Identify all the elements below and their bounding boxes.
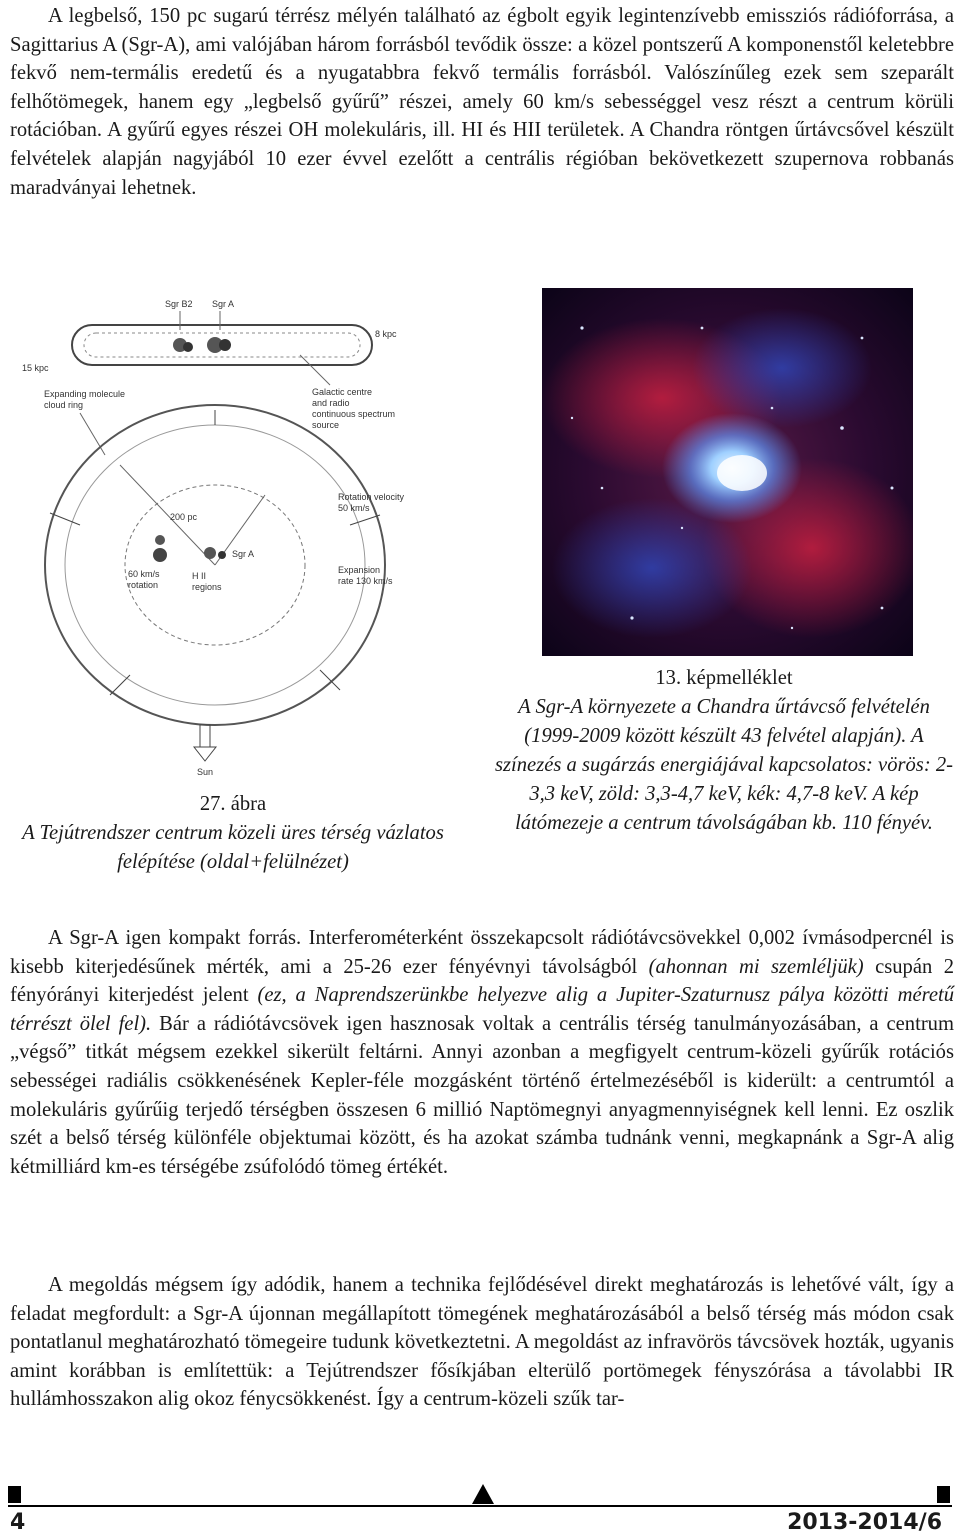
paragraph-sgr-a [10, 924, 954, 1181]
page-number: 4 [10, 1510, 26, 1535]
figure13-caption [490, 664, 958, 838]
label-expansion: Expansion [338, 565, 381, 575]
p2-part-b: (ahonnan mi szemléljük) [648, 955, 864, 978]
galactic-centre-diagram [20, 285, 440, 785]
issue-label: 2013-2014/6 [787, 1510, 942, 1535]
figure13-text: A Sgr-A környezete a Chandra űrtávcső felvételén (1999-2009 között készült 43 felvétel alapján). A színezés a sugárzás energiájával kapcsolatos: vörös: 2-3,3 keV, zöld: 3,3-4,7 keV, kék: 4,7-8 keV. A kép látómezeje a centrum távolságában kb. 110 fényév. [495, 696, 953, 834]
label-rotation-velocity: Rotation velocity [338, 492, 405, 502]
label-sgr-b2: Sgr B2 [165, 299, 193, 309]
label-hii: H II [192, 571, 207, 581]
footer-rule [8, 1505, 952, 1507]
label-rot-val: 50 km/s [338, 503, 370, 513]
footer-square-left [8, 1486, 21, 1503]
label-expanding: Expanding molecule [44, 389, 126, 399]
side-view [22, 299, 397, 430]
label-sgr-a: Sgr A [212, 299, 235, 309]
label-cont-spec: continuous spectrum [312, 409, 396, 419]
sun-arrow [194, 725, 216, 777]
footer-triangle [472, 1484, 494, 1504]
figure13-number: 13. képmelléklet [655, 667, 793, 689]
label-rotation: rotation [128, 580, 159, 590]
label-regions: regions [192, 582, 222, 592]
figure27-text: A Tejútrendszer centrum közeli üres térség vázlatos felépítése (oldal+felülnézet) [22, 822, 444, 873]
label-galactic-centre: Galactic centre [312, 387, 373, 397]
label-radius: 200 pc [170, 512, 198, 522]
label-sgr-a-top: Sgr A [232, 549, 255, 559]
chandra-xray-image [542, 288, 913, 656]
footer-square-right [937, 1486, 950, 1503]
figure27-number: 27. ábra [199, 793, 267, 815]
p2-part-a: A Sgr-A igen kompakt forrás. Interferométerként összekapcsolt rádiótávcsövekkel 0,002 ívmásodpercnél is kisebb kiterjedésűnek mérték, ami a 25-26 ezer fényévnyi távolságból [10, 927, 954, 978]
label-radio: and radio [312, 398, 350, 408]
label-dist-left: 15 kpc [22, 363, 49, 373]
paragraph-solution: A megoldás mégsem így adódik, hanem a technika fejlődésével direkt meghatározás is lehetővé vált, így a feladat megfordult: a Sgr-A újonnan megállapított tömegének meghatározásából a belső térség más módon csak pontatlanul meghatározható tömegeire tudunk következtetni. A megoldást az infravörös távcsövek hozták, ugyanis amint korábban is említettük: a Tejútrendszer fősíkjában elterülő portömegek fényszórása a távolabbi IR hullámhosszakon alig okoz fénycsökkenést. Így a centrum-közeli szűk tar- [10, 1274, 954, 1411]
label-cloud-ring: cloud ring [44, 400, 84, 410]
p2-part-e: Bár a rádiótávcsövek igen hasznosak voltak a centrális térség tanulmányozásában, a centrum „végső” titkát mégsem ezekkel sikerült feltárni. Annyi azonban a megfigyelt centrum-közeli gyűrűk rotációs sebességei radiális csökkenésének Kepler-féle mozgásként történő értelmezéséből is kiderült: a centrumtól a molekuláris gyűrűig terjedő térségben összesen 6 millió Naptömegnyi anyagmennyiségnek kell lenni. Ez oszlik szét a belső térség különféle objektumai között, és ha azokat számba tudnánk venni, megkapnánk a Sgr-A alig kétmilliárd km-es térségébe zsúfolódó tömeg értékét. [10, 1012, 954, 1178]
label-sun: Sun [197, 767, 214, 777]
figure27-caption [10, 790, 456, 877]
top-view [44, 389, 405, 777]
label-exp-val: rate 130 km/s [338, 576, 393, 586]
p2-part-d: (ez, a Naprendszerünkbe helyezve alig a Jupiter-Szaturnusz pálya közötti méretű térrészt ölel fel). [10, 984, 954, 1035]
p2-part-c: csupán 2 fényórányi kiterjedést jelent [10, 955, 955, 1007]
label-source: source [312, 420, 340, 430]
paragraph-intro: A legbelső, 150 pc sugarú térrész mélyén található az égbolt egyik legintenzívebb emissziós rádióforrása, a Sagittarius A (Sgr-A), ami valójában három forrásból tevődik össze: a közel pontszerű A komponenstől keletebbre fekvő nem-termális eredetű és a nyugatabbra fekvő termális forrásból. Valószínűleg ezek sem szeparált felhőtömegek, hanem egy „legbelső gyűrű” részei, amely 60 km/s sebességgel vesz részt a centrum körüli rotációban. A gyűrű egyes részei OH molekuláris, ill. HI és HII területek. A Chandra röntgen űrtávcsővel készült felvételek alapján nagyjából 10 ezer évvel ezelőtt a centrális régióban bekövetkezett szupernova robbanás maradványai lehetnek. [10, 5, 954, 199]
label-dist-right: 8 kpc [375, 329, 397, 339]
label-60kms: 60 km/s [128, 569, 160, 579]
